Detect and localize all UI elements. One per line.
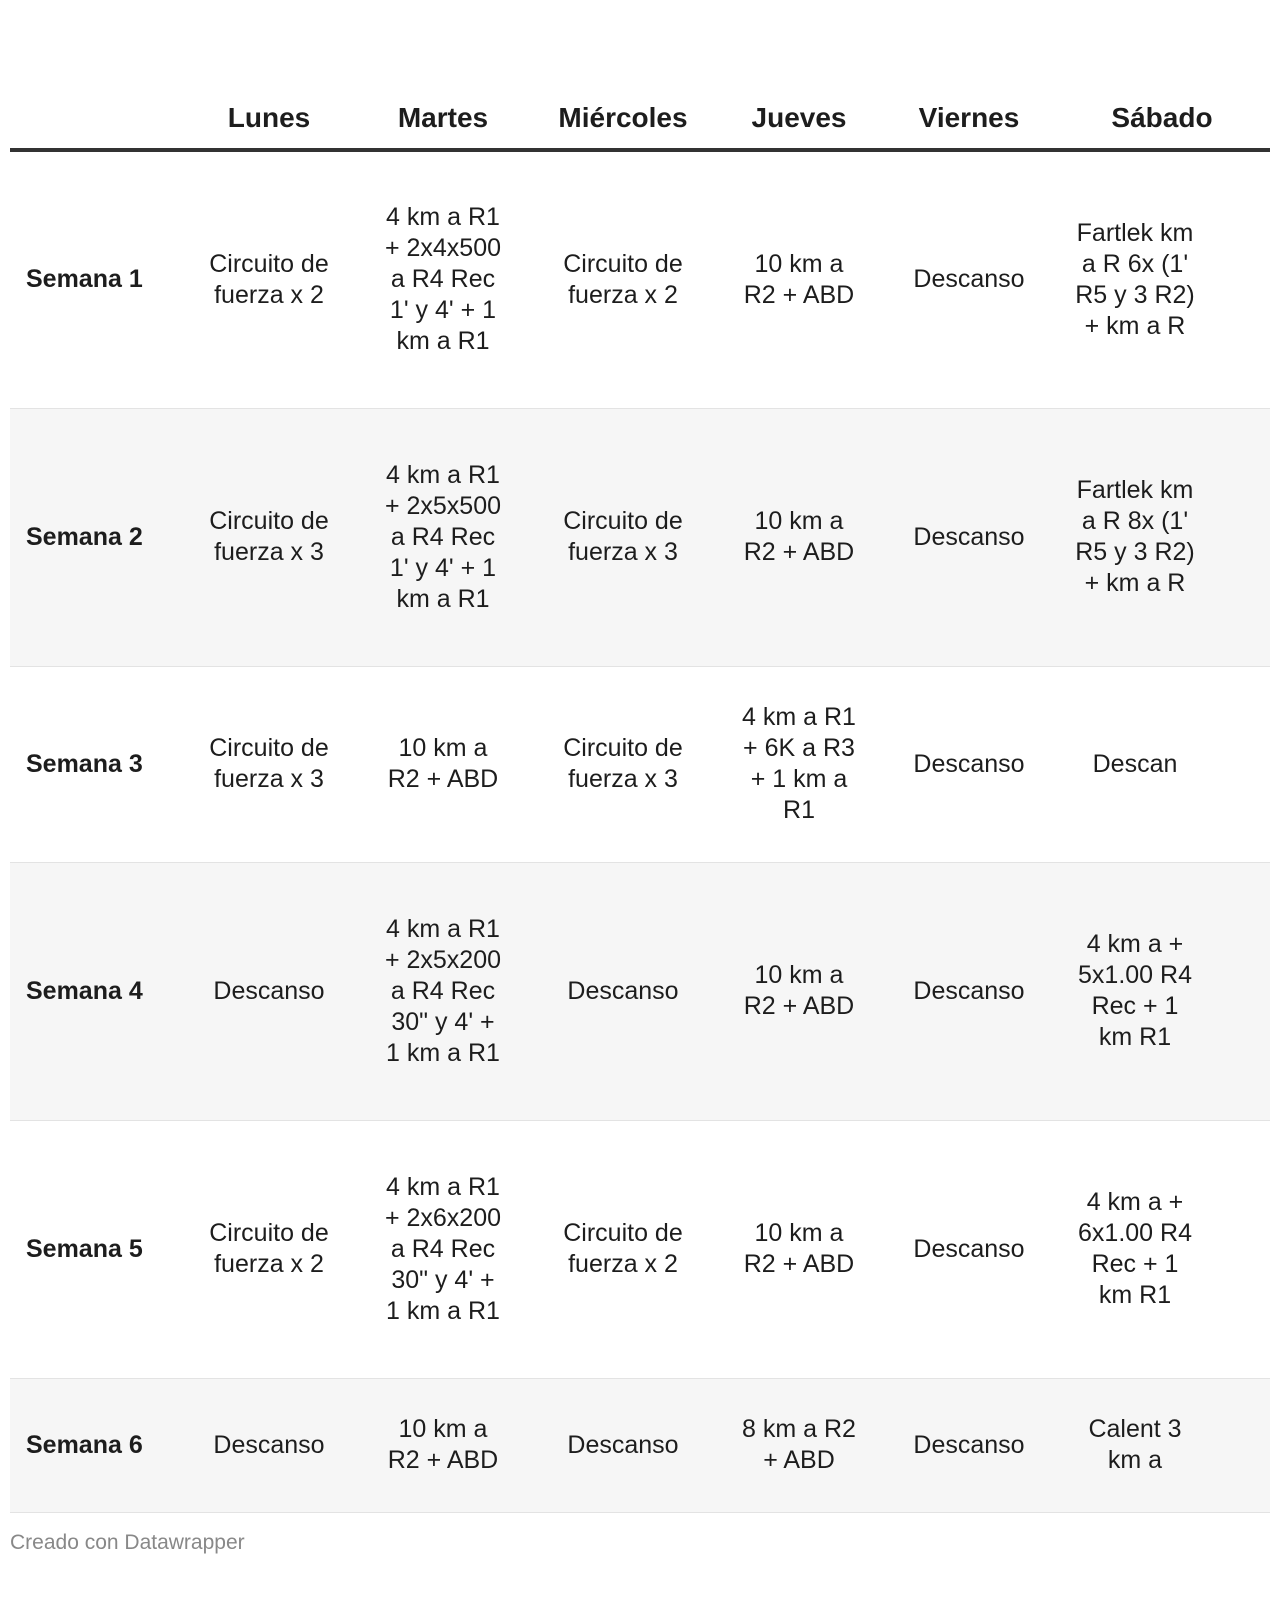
week-label: Semana 4 (10, 862, 184, 1120)
cell-text: 10 km a R2 + ABD (743, 249, 855, 309)
cell-text: Calent 3 km a (1088, 1415, 1182, 1474)
week-label: Semana 1 (10, 150, 184, 408)
table-cell (1054, 1120, 1270, 1378)
table-cell (354, 150, 532, 408)
table-cell (184, 666, 354, 862)
table-cell (884, 150, 1054, 408)
week-label: Semana 5 (10, 1120, 184, 1378)
column-header-friday: Viernes (884, 0, 1054, 150)
cell-text: 10 km a R2 + ABD (387, 1415, 499, 1474)
column-header-saturday: Sábado (1054, 0, 1270, 150)
table-cell (354, 862, 532, 1120)
training-plan-table (10, 0, 1270, 1513)
column-header-wednesday: Miércoles (532, 0, 714, 150)
cell-text: 10 km a R2 + ABD (743, 961, 855, 1020)
cell-text: Circuito de fuerza x 3 (563, 734, 683, 793)
cell-text: Descan (1092, 749, 1178, 778)
column-header-week (10, 0, 184, 150)
table-row (10, 1378, 1270, 1512)
cell-text: Circuito de fuerza x 2 (563, 249, 683, 309)
table-cell (1054, 666, 1270, 862)
cell-text: Circuito de fuerza x 3 (209, 734, 329, 793)
table-cell (532, 1120, 714, 1378)
table-cell (884, 862, 1054, 1120)
column-header-tuesday: Martes (354, 0, 532, 150)
table-row (10, 408, 1270, 666)
column-header-monday: Lunes (184, 0, 354, 150)
table-cell (532, 1378, 714, 1512)
table-cell (714, 666, 884, 862)
cell-text: Circuito de fuerza x 2 (563, 1219, 683, 1278)
table-cell (714, 862, 884, 1120)
cell-text: 4 km a + 5x1.00 R4 Rec + 1 km R1 (1078, 930, 1192, 1051)
table-cell (532, 150, 714, 408)
cell-text: 4 km a R1 + 2x4x500 a R4 Rec 1' y 4' + 1 km a R1 (384, 203, 502, 356)
cell-text: 10 km a R2 + ABD (387, 734, 499, 793)
training-table-container (10, 0, 1213, 1513)
table-cell (714, 408, 884, 666)
table-cell (1054, 862, 1270, 1120)
table-row (10, 150, 1270, 408)
cell-text: Descanso (913, 265, 1025, 294)
table-cell (1054, 150, 1270, 408)
table-cell (354, 408, 532, 666)
column-header-thursday: Jueves (714, 0, 884, 150)
cell-text: 4 km a R1 + 6K a R3 + 1 km a R1 (742, 703, 856, 824)
cell-text: Descanso (913, 522, 1025, 551)
cell-text: Descanso (913, 1430, 1025, 1459)
table-cell (884, 666, 1054, 862)
week-label: Semana 3 (10, 666, 184, 862)
table-cell (884, 408, 1054, 666)
datawrapper-credit[interactable]: Creado con Datawrapper (10, 1531, 245, 1554)
week-label: Semana 2 (10, 408, 184, 666)
cell-text: Descanso (213, 1430, 325, 1459)
cell-text: Descanso (913, 749, 1025, 778)
table-cell (884, 1378, 1054, 1512)
cell-text: 4 km a R1 + 2x6x200 a R4 Rec 30" y 4' + 1 km a R1 (384, 1172, 502, 1325)
cell-text: Fartlek km a R 6x (1' R5 y 3 R2) + km a R (1075, 218, 1195, 340)
table-cell (184, 1120, 354, 1378)
table-cell (532, 666, 714, 862)
cell-text: Descanso (913, 976, 1025, 1005)
table-cell (184, 862, 354, 1120)
cell-text: Descanso (567, 976, 679, 1005)
cell-text: Descanso (913, 1234, 1025, 1263)
table-cell (184, 408, 354, 666)
cell-text: 4 km a R1 + 2x5x500 a R4 Rec 1' y 4' + 1 km a R1 (384, 460, 502, 613)
cell-text: Circuito de fuerza x 3 (563, 507, 683, 566)
table-cell (714, 150, 884, 408)
cell-text: 10 km a R2 + ABD (743, 1219, 855, 1278)
table-cell (532, 408, 714, 666)
cell-text: Circuito de fuerza x 2 (209, 1219, 329, 1278)
cell-text: 4 km a R1 + 2x5x200 a R4 Rec 30" y 4' + 1 km a R1 (384, 914, 502, 1067)
cell-text: Circuito de fuerza x 2 (209, 249, 329, 309)
cell-text: Fartlek km a R 8x (1' R5 y 3 R2) + km a R (1075, 476, 1195, 597)
cell-text: 4 km a + 6x1.00 R4 Rec + 1 km R1 (1078, 1188, 1192, 1309)
table-row (10, 862, 1270, 1120)
table-cell (714, 1120, 884, 1378)
table-cell (354, 666, 532, 862)
cell-text: 8 km a R2 + ABD (742, 1415, 856, 1474)
table-row (10, 666, 1270, 862)
table-cell (714, 1378, 884, 1512)
table-cell (1054, 408, 1270, 666)
table-cell (184, 150, 354, 408)
table-cell (884, 1120, 1054, 1378)
cell-text: Descanso (213, 976, 325, 1005)
table-cell (1054, 1378, 1270, 1512)
table-cell (354, 1378, 532, 1512)
table-row (10, 1120, 1270, 1378)
cell-text: Descanso (567, 1430, 679, 1459)
table-cell (532, 862, 714, 1120)
week-label: Semana 6 (10, 1378, 184, 1512)
cell-text: 10 km a R2 + ABD (743, 507, 855, 566)
table-cell (354, 1120, 532, 1378)
cell-text: Circuito de fuerza x 3 (209, 507, 329, 566)
table-cell (184, 1378, 354, 1512)
table-header-row (10, 0, 1270, 150)
